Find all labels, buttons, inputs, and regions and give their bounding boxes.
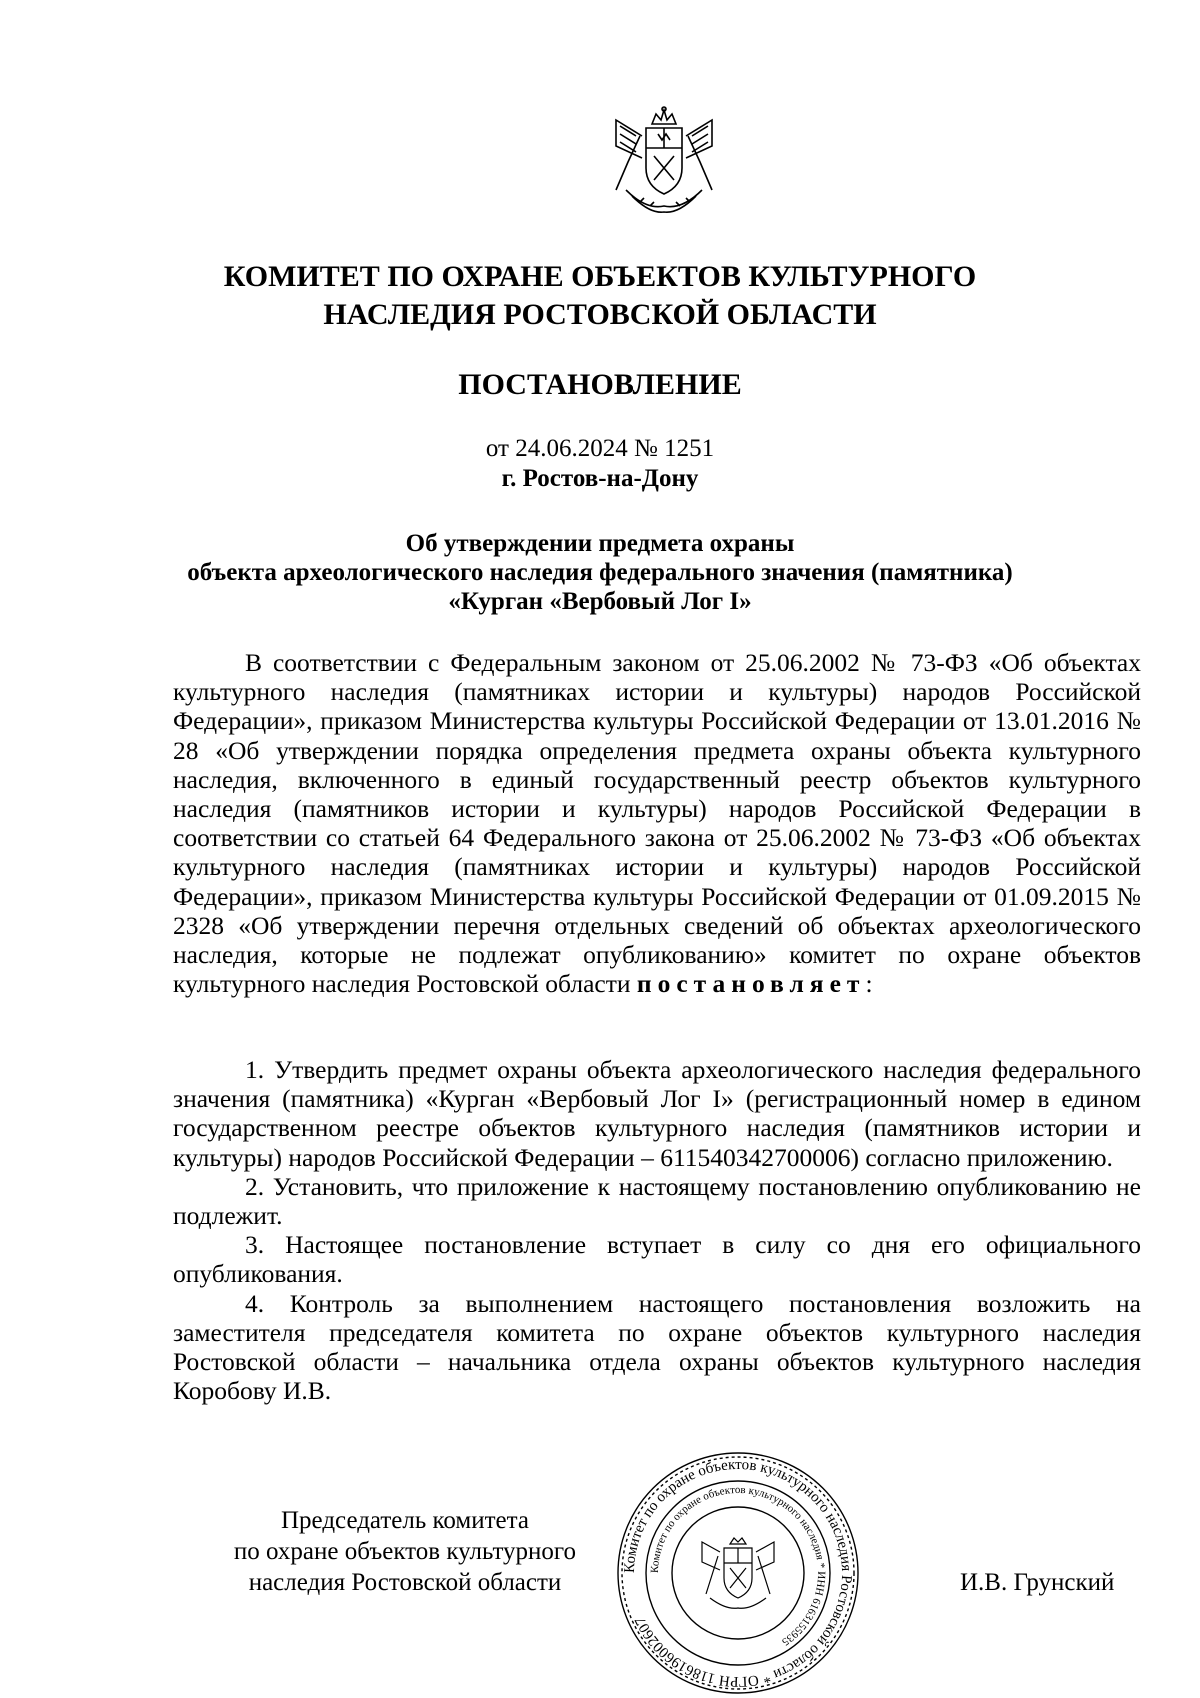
preamble-paragraph	[173, 648, 1141, 998]
document-subject	[150, 529, 1050, 616]
signer-title-line-2: по охране объектов культурного	[233, 1538, 577, 1565]
resolution-item-1: 1. Утвердить предмет охраны объекта археологического наследия федерального значения (памятника) «Курган «Вербовый Лог I» (регистрационный номер в едином государственном реестре объектов культурного наследия (памятников истории и культуры) народов Российской Федерации – 611540342700006) согласно приложению.	[173, 1055, 1141, 1172]
resolution-items	[173, 1055, 1141, 1405]
decree-word: постановляет	[636, 969, 866, 999]
resolution-item-4: 4. Контроль за выполнением настоящего постановления возложить на заместителя председателя комитета по охране объектов культурного наследия Ростовской области – начальника отдела охраны объектов культурного наследия Коробову И.В.	[173, 1288, 1141, 1406]
signer-title-line-1: Председатель комитета	[281, 1507, 529, 1534]
committee-line-1: КОМИТЕТ ПО ОХРАНЕ ОБЪЕКТОВ КУЛЬТУРНОГО	[223, 260, 977, 293]
seal-emblem-icon	[702, 1538, 774, 1608]
subject-line-1: Об утверждении предмета охраны	[405, 530, 795, 557]
signer-name: И.В. Грунский	[960, 1569, 1115, 1596]
seal-inner-text-path: Комитет по охране объектов культурного наследия * ИНН 6163155935	[648, 1483, 828, 1648]
committee-name	[150, 258, 1050, 334]
official-seal	[606, 1448, 870, 1698]
document-type: ПОСТАНОВЛЕНИЕ	[458, 368, 742, 401]
subject-line-2: объекта археологического наследия федерального значения (памятника)	[187, 559, 1013, 586]
preamble-tail: :	[865, 969, 873, 999]
signer-title	[200, 1505, 610, 1598]
committee-line-2: НАСЛЕДИЯ РОСТОВСКОЙ ОБЛАСТИ	[323, 298, 877, 331]
preamble-text: В соответствии с Федеральным законом от 25.06.2002 № 73-ФЗ «Об объектах культурного наследия (памятниках истории и культуры) народов Российской Федерации», приказом Министерства культуры Российской Федерации от 13.01.2016 № 28 «Об утверждении порядка определения предмета охраны объекта культурного наследия, включенного в единый государственный реестр объектов культурного наследия (памятников истории и культуры) народов Российской Федерации в соответствии со статьей 64 Федерального закона от 25.06.2002 № 73-ФЗ «Об объектах культурного наследия (памятниках истории и культуры) народов Российской Федерации», приказом Министерства культуры Российской Федерации от 01.09.2015 № 2328 «Об утверждении перечня отдельных сведений об объектах археологического наследия, которые не подлежат опубликованию» комитет по охране объектов культурного наследия Ростовской области	[173, 648, 1141, 999]
document-city: г. Ростов-на-Дону	[501, 465, 699, 492]
preamble	[173, 648, 1141, 998]
coat-of-arms-emblem	[606, 106, 722, 218]
resolution-item-3: 3. Настоящее постановление вступает в силу со дня его официального опубликования.	[173, 1230, 1141, 1289]
resolution-item-2: 2. Установить, что приложение к настоящему постановлению опубликованию не подлежит.	[173, 1171, 1141, 1231]
signer-title-line-3: наследия Ростовской области	[248, 1569, 562, 1596]
seal-inner-text	[649, 1484, 827, 1648]
seal-outer-text-path: Комитет по охране объектов культурного наследия Ростовской области * ОГРН 1186196002607	[621, 1456, 855, 1690]
document-date-number: от 24.06.2024 № 1251	[485, 435, 715, 462]
subject-line-3: «Курган «Вербовый Лог I»	[448, 588, 752, 615]
